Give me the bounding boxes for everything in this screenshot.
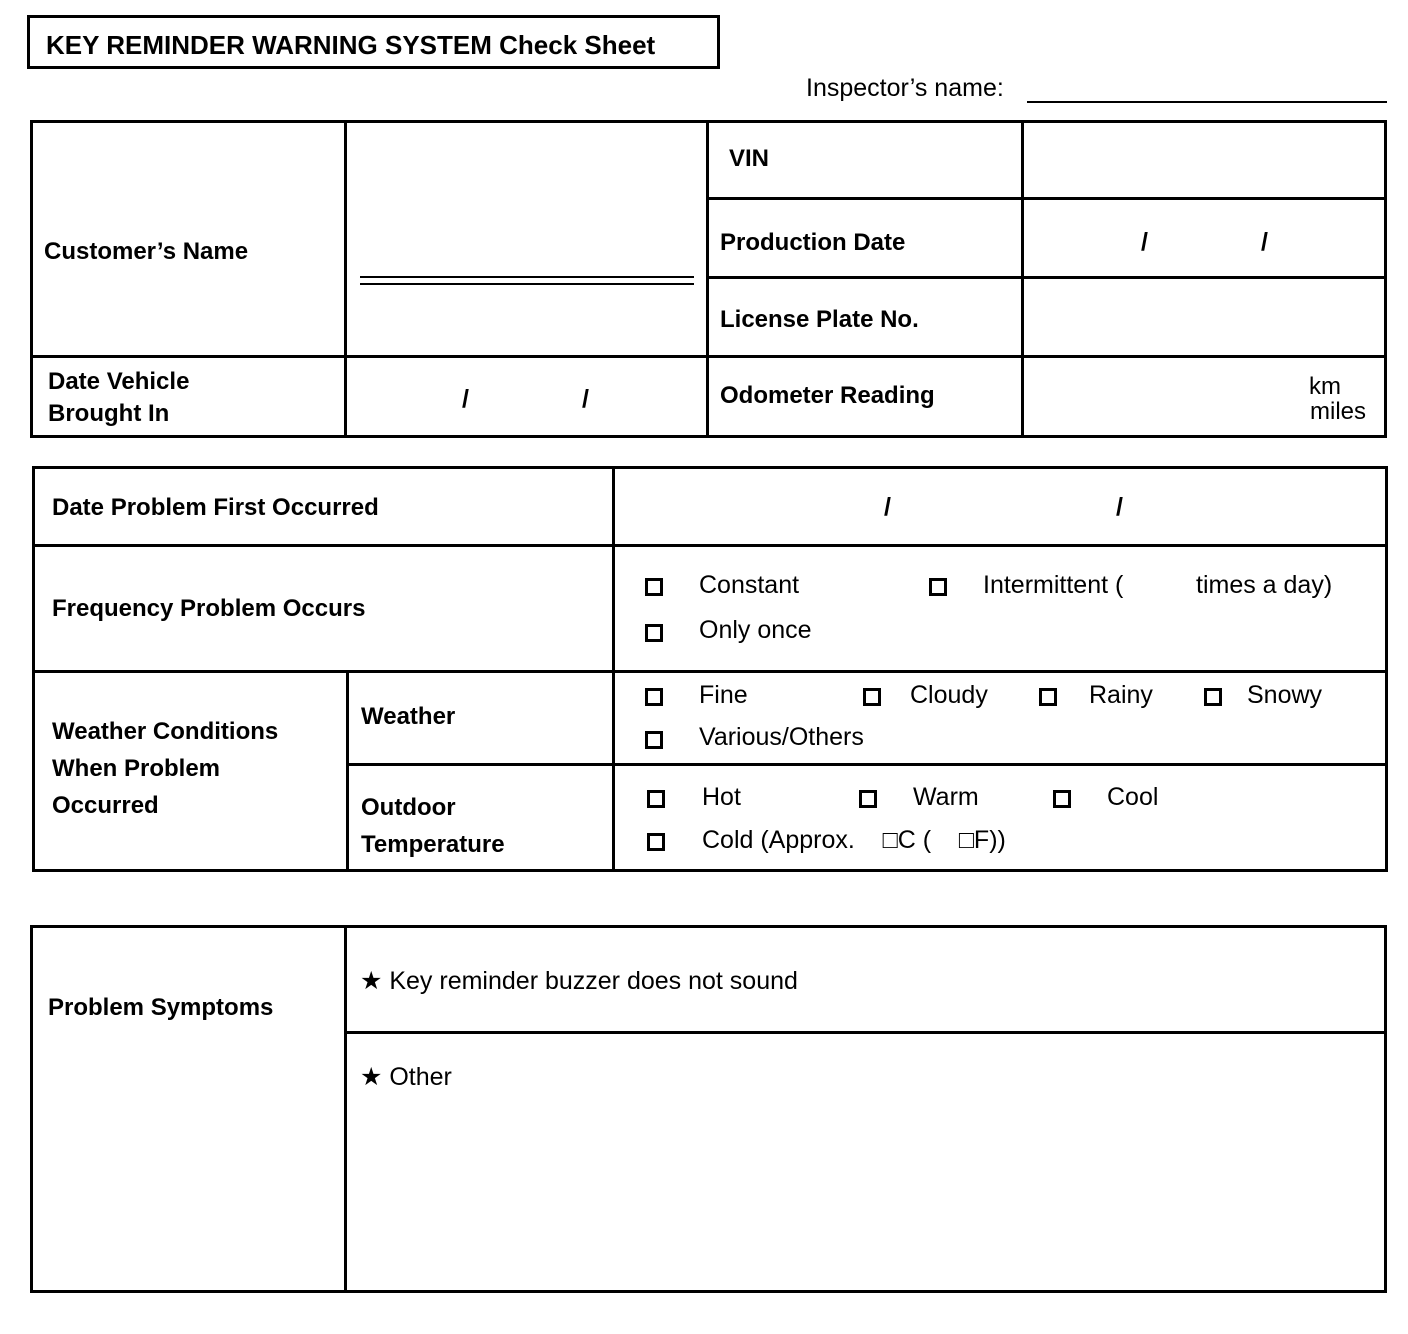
snowy-checkbox[interactable] — [1204, 688, 1222, 706]
divider — [344, 925, 347, 1293]
only-once-checkbox[interactable] — [645, 624, 663, 642]
divider — [706, 120, 709, 438]
only-once-label: Only once — [699, 616, 812, 644]
inspector-name-field[interactable] — [1027, 101, 1387, 103]
intermittent-label: Intermittent ( — [983, 571, 1124, 599]
divider — [706, 197, 1386, 200]
symptom-other: ★ Other — [360, 1063, 452, 1091]
license-plate-label: License Plate No. — [720, 306, 919, 333]
outdoor-temp-line2: Temperature — [361, 831, 505, 858]
times-a-day-label: times a day) — [1196, 571, 1333, 599]
date-separator: / — [1141, 228, 1148, 256]
constant-checkbox[interactable] — [645, 578, 663, 596]
cloudy-label: Cloudy — [910, 681, 988, 709]
fine-checkbox[interactable] — [645, 688, 663, 706]
intermittent-checkbox[interactable] — [929, 578, 947, 596]
cold-checkbox[interactable] — [647, 833, 665, 851]
divider — [344, 1031, 1386, 1034]
date-brought-in-label — [48, 366, 189, 430]
customer-name-field[interactable] — [360, 283, 694, 285]
inspector-label: Inspector’s name: — [806, 74, 1004, 102]
rainy-label: Rainy — [1089, 681, 1153, 709]
date-separator: / — [1261, 228, 1268, 256]
divider — [346, 670, 349, 872]
date-first-occurred-label: Date Problem First Occurred — [52, 494, 379, 521]
weather-conditions-line3: Occurred — [52, 792, 159, 819]
various-checkbox[interactable] — [645, 731, 663, 749]
unit-km: km — [1309, 373, 1341, 400]
warm-checkbox[interactable] — [859, 790, 877, 808]
date-separator: / — [582, 385, 589, 413]
outdoor-temperature-label — [361, 789, 505, 863]
date-separator: / — [884, 493, 891, 521]
symptom-buzzer: ★ Key reminder buzzer does not sound — [360, 967, 798, 995]
warm-label: Warm — [913, 783, 979, 811]
customer-name-label: Customer’s Name — [44, 238, 249, 265]
production-date-label: Production Date — [720, 229, 906, 256]
weather-conditions-line2: When Problem — [52, 755, 221, 782]
cold-label: Cold (Approx. □C ( □F)) — [702, 826, 1006, 854]
frequency-label: Frequency Problem Occurs — [52, 595, 366, 622]
divider — [32, 670, 1387, 673]
constant-label: Constant — [699, 571, 800, 599]
cool-label: Cool — [1107, 783, 1159, 811]
page-title: KEY REMINDER WARNING SYSTEM Check Sheet — [46, 30, 656, 60]
weather-label: Weather — [361, 703, 456, 730]
hot-label: Hot — [702, 783, 741, 811]
outdoor-temp-line1: Outdoor — [361, 794, 456, 821]
divider — [612, 466, 615, 872]
date-brought-in-line1: Date Vehicle — [48, 368, 190, 395]
weather-conditions-label — [52, 713, 278, 824]
divider — [30, 355, 1386, 358]
divider — [1021, 120, 1024, 438]
date-separator: / — [462, 385, 469, 413]
divider — [32, 544, 1387, 547]
fine-label: Fine — [699, 681, 748, 709]
divider — [706, 276, 1386, 279]
divider — [344, 120, 347, 438]
cool-checkbox[interactable] — [1053, 790, 1071, 808]
cloudy-checkbox[interactable] — [863, 688, 881, 706]
various-label: Various/Others — [699, 723, 864, 751]
divider — [360, 276, 694, 278]
hot-checkbox[interactable] — [647, 790, 665, 808]
odometer-label: Odometer Reading — [720, 382, 935, 409]
divider — [346, 763, 1387, 766]
rainy-checkbox[interactable] — [1039, 688, 1057, 706]
weather-conditions-line1: Weather Conditions — [52, 718, 279, 745]
date-separator: / — [1116, 493, 1123, 521]
date-brought-in-line2: Brought In — [48, 400, 170, 427]
unit-miles: miles — [1310, 398, 1367, 425]
vin-label: VIN — [729, 145, 770, 172]
snowy-label: Snowy — [1247, 681, 1323, 709]
problem-symptoms-label: Problem Symptoms — [48, 994, 274, 1021]
